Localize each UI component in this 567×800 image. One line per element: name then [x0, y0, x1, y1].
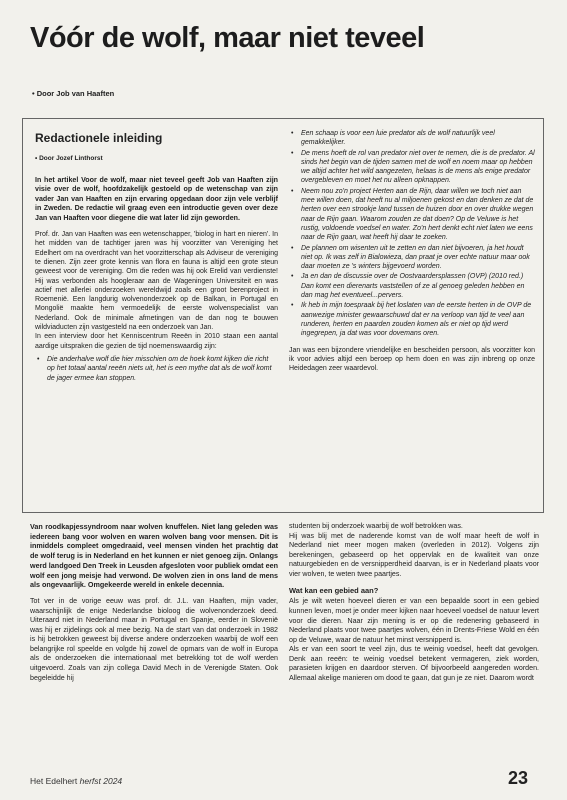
body-paragraph: Tot ver in de vorige eeuw was prof. dr. J.L. van Haaften, mijn vader, waarschijnlijk de enige Nederlandse bioloog die wolvenonderzoek deed. Uiteraard niet in Nederland maar in Portugal en Spanje, eerder in Slovenië was hij er zijdelings ook al mee bezig. Na de start van dat onderzoek in 1982 is hij betrokken geweest bij diverse andere onderzoeken waarbij de wolf een belangrijke rol speelde en volgde hij zowel de opmars van de wolf in Europa als de onderzoeken die internationaal met betrekking tot de wolf werden uitgevoerd. Zoals van zijn collega David Mech in de Verenigde Staten. Ook begeleidde hij	[30, 597, 278, 682]
quote-item: • De plannen om wisenten uit te zetten en dan niet bijvoeren, ja het houdt niet op. Ik was zelf in Bialowieza, dan praat je over echte natuur maar ook daar moeten ze 's winters bijgevoerd worden.	[289, 244, 535, 272]
footer-magazine-name: Het Edelhert	[30, 776, 78, 786]
article-title: Vóór de wolf, maar niet teveel	[30, 22, 425, 54]
quote-list	[35, 355, 278, 383]
quote-item: • De mens hoeft de rol van predator niet over te nemen, die is de predator. Al sinds het begin van de tijden samen met de wolf en noem maar op hebben we altijd achter het wild aangezeten, helaas is de mens als enige predator overgebleven en moet het nu alleen opknappen.	[289, 149, 535, 186]
article-byline: • Door Job van Haaften	[32, 89, 114, 98]
body-column-left	[30, 522, 278, 683]
box-byline: • Door Jozef Linthorst	[35, 155, 278, 162]
quote-item: • Een schaap is voor een luie predator als de wolf natuurlijk veel gemakkelijker.	[289, 129, 535, 148]
page-number: 23	[508, 768, 529, 788]
footer-magazine	[30, 776, 122, 786]
body-paragraph: Als je wilt weten hoeveel dieren er van een bepaalde soort in een gebied kunnen leven, moet je onder meer kijken naar hoeveel voedsel de natuur levert voor die dieren. Naar zijn mening is er op die redenering gebaseerd in Nederland plaats voor twee paartjes wolven, één in Drents-Friese Wold en één op de Veluwe, waar de natuur het minst versnipperd is.	[289, 597, 539, 644]
quote-item: • Ik heb in mijn toespraak bij het loslaten van de eerste herten in de OVP de aanwezige minister gewaarschuwd dat er na verloop van tijd te veel aan runderen, herten en paarden zouden komen als er niet op tijd werd ingegrepen, ja dat was voor dovemans oren.	[289, 301, 535, 338]
box-closing-paragraph: Jan was een bijzondere vriendelijke en bescheiden persoon, als voorzitter kon ik voor advies altijd een beroep op hem doen en was zijn inbreng op onze Heidedagen zeer waardevol.	[289, 346, 535, 373]
box-paragraph: In een interview door het Kenniscentrum Reeën in 2010 staan een aantal aardige uitspraken die gezien de tijd noemenswaardig zijn:	[35, 333, 278, 350]
box-paragraph: Prof. dr. Jan van Haaften was een wetenschapper, 'biolog in hart en nieren'. In het midden van de tachtiger jaren was hij voorzitter van Vereniging het Edelhert om na overdracht van het voorzitterschap als Adviseur de vereniging te dienen. Zijn zeer grote kennis van flora en fauna is altijd een grote steun geweest voor de vereniging. Om die reden was hij ook Erelid van verdienste! Hij was verbonden als hoogleraar aan de Wageningen Universiteit en was actief met allerlei onderzoeken wereldwijd zoals een groot berenproject in Roemenië. Een langdurig wolvenonderzoek op de Balkan, in Portugal en Mongolië maakte hem vermoedelijk de eerste wolvenspecialist van Nederland. Ook de minimale afmetingen van de dan nog te bouwen wildviaducten zijn vastgesteld na een onderzoek van Jan.	[35, 231, 278, 332]
article-lead: Van roodkapjessyndroom naar wolven knuffelen. Niet lang geleden was iedereen bang voor wolven en waren wolven bang voor mensen. Dit is inmiddels compleet omgedraaid, veel mensen vinden het prachtig dat de wolf terug is in Nederland en het kunnen er niet genoeg zijn. Onlangs werd landgoed Den Treek in Leusden afgesloten voor publiek omdat een wolf een jong meisje had verwond. De wolven zien in ons land de mens als ongevaarlijk. Omgekeerde wereld in enkele decennia.	[30, 522, 278, 590]
box-intro-text: In het artikel Voor de wolf, maar niet teveel geeft Job van Haaften zijn visie over de wolf, hoofdzakelijk gestoeld op de wetenschap van zijn vader Jan van Haaften en zijn ervaring opgedaan door zijn vele verblijf in Zweden. De redactie wil graag even een introductie geven over deze Jan van Haaften voor diegene die wat later lid zijn geworden.	[35, 176, 278, 222]
quote-item: • Ja en dan de discussie over de Oostvaardersplassen (OVP) (2010 red.) Dan komt een dierenarts vaststellen of ze al genoeg geleden hebben en dan mag het eventueel...pervers.	[289, 272, 535, 300]
footer-issue: herfst 2024	[79, 776, 123, 786]
editorial-intro-box	[22, 118, 544, 513]
box-title: Redactionele inleiding	[35, 131, 163, 145]
body-paragraph: studenten bij onderzoek waarbij de wolf betrokken was.	[289, 522, 463, 530]
box-left-column	[35, 129, 278, 384]
quote-list	[289, 129, 535, 339]
body-paragraph: Hij was blij met de naderende komst van de wolf maar heeft de wolf in Nederland niet meer mogen maken (overleden in 2012). Volgens zijn berekeningen, gebaseerd op het oppervlak en de kwaliteit van onze natuurgebieden en de versnipperdheid daarvan, is er in Nederland plaats voor vier wolven, te weten twee paartjes.	[289, 531, 539, 578]
section-heading: Wat kan een gebied aan?	[289, 586, 379, 596]
quote-item: • Neem nou zo'n project Herten aan de Rijn, daar willen we toch niet aan mee willen doen, dat heeft nu al miljoenen gekost en dan denken ze dat de herten over een strookje land tussen de huizen door en over drukke wegen naar de Rijn gaan. Waarom zouden ze dat doen? Op de Veluwe is het rustig, voldoende voedsel en water. Zo'n hert denkt echt niet laten we eens naar de Rijn gaan, wat heeft hij daar te zoeken.	[289, 187, 535, 243]
quote-item: • Die anderhalve wolf die hier misschien om de hoek komt kijken die richt op het totaal aantal reeën niets uit, het is een mythe dat als de wolf komt de jager ermee kan stoppen.	[35, 355, 278, 383]
body-column-right	[289, 522, 539, 683]
box-right-column	[289, 129, 535, 373]
body-paragraph: Als er van een soort te veel zijn, dus te weinig voedsel, heeft dat gevolgen. Denk aan reeën: te weinig voedsel betekent vermageren, ziek worden, parasieten krijgen en daardoor sterven. Of bijvoorbeeld aangereden worden. Allemaal akelige manieren om dood te gaan, dat gun je ze niet. Daarom wordt	[289, 645, 539, 682]
